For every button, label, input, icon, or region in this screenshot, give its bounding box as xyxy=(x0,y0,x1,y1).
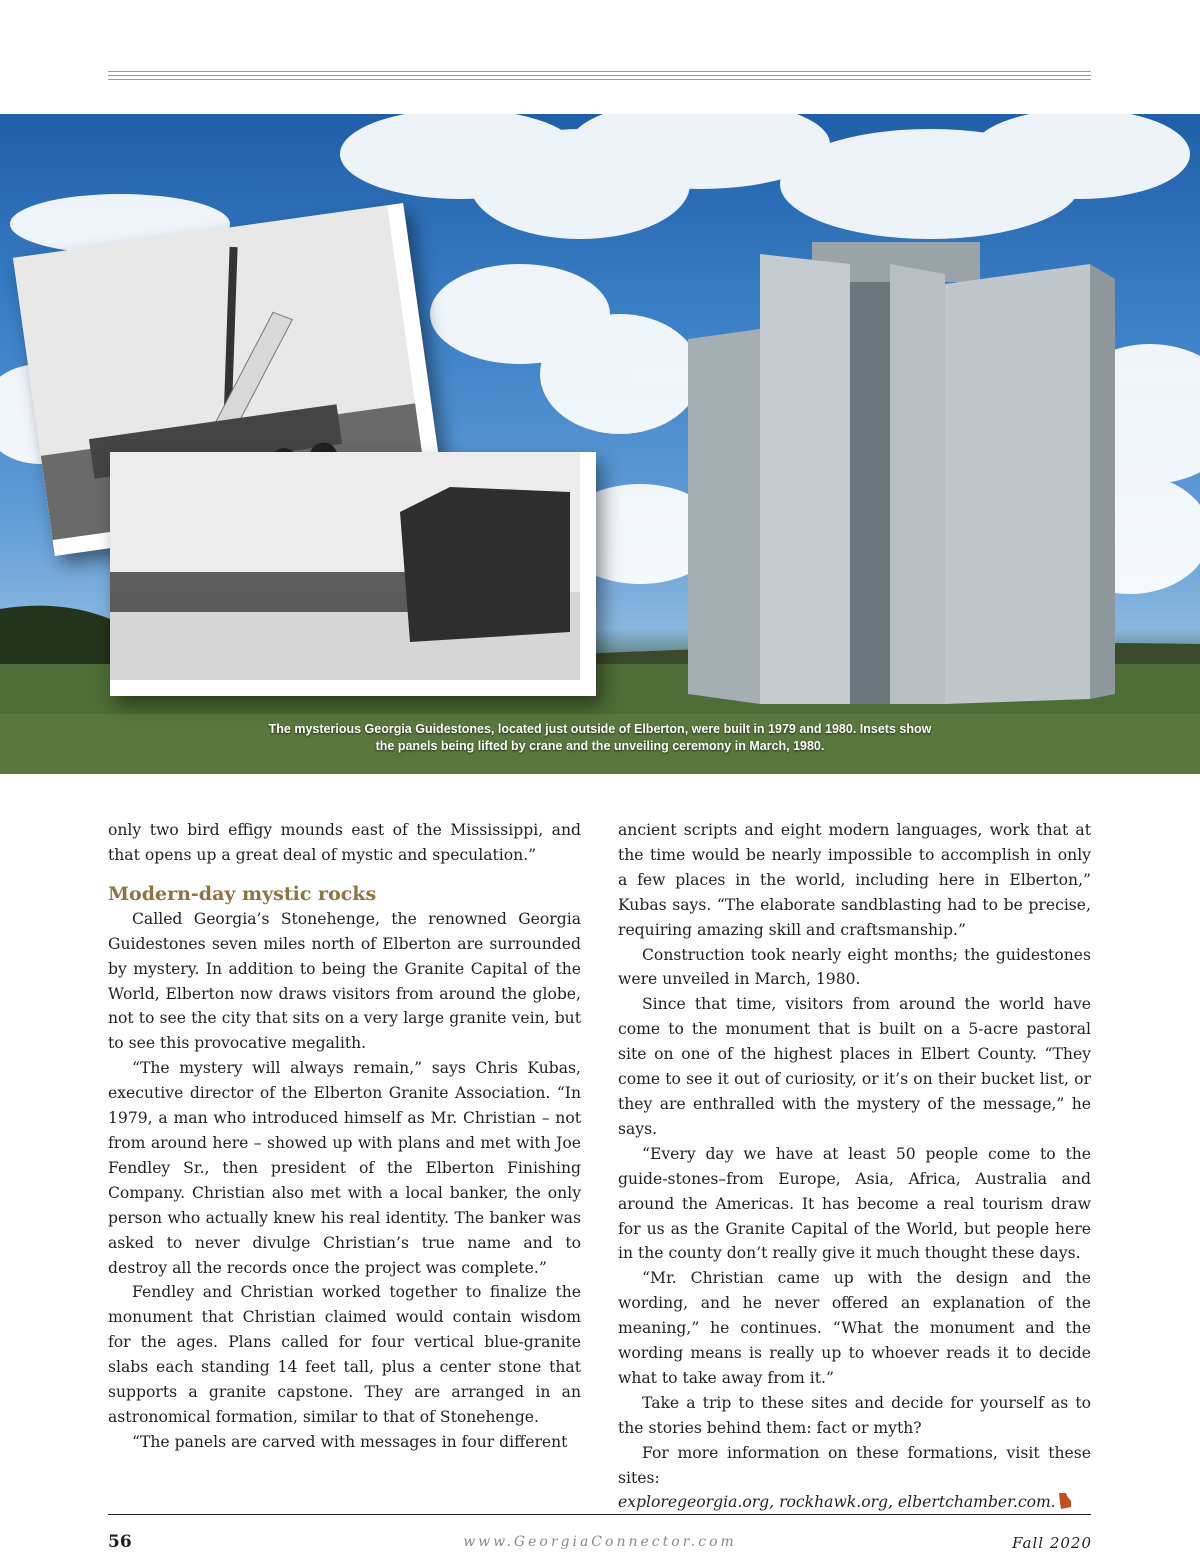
paragraph: “Every day we have at least 50 people come to the guide-stones–from Europe, Asia, Africa, Australia and around the Americas. It has become a real tourism draw for us as the Granite Capital of the World, but people here in the county don’t really give it much thought these days. xyxy=(618,1144,1091,1263)
site-links xyxy=(618,1490,1091,1515)
caption-line-2: the panels being lifted by crane and the unveiling ceremony in March, 1980. xyxy=(375,739,825,753)
header-rule-1 xyxy=(108,71,1091,72)
paragraph: only two bird effigy mounds east of the Mississippi, and that opens up a great deal of mystic and speculation.” xyxy=(108,821,581,864)
paragraph: “The panels are carved with messages in four different xyxy=(132,1432,568,1451)
paragraph: For more information on these formations, visit these sites: xyxy=(618,1443,1091,1487)
article-column-left xyxy=(108,818,581,1455)
footer-rule xyxy=(108,1514,1091,1515)
header-rule-2 xyxy=(108,75,1091,76)
site-links-text: exploregeorgia.org, rockhawk.org, elbertchamber.com. xyxy=(618,1493,1056,1512)
caption-line-1: The mysterious Georgia Guidestones, located just outside of Elberton, were built in 1979 and 1980. Insets show xyxy=(268,722,932,736)
section-heading: Modern-day mystic rocks xyxy=(108,882,377,905)
footer-website: www.GeorgiaConnector.com xyxy=(463,1534,737,1550)
paragraph: ancient scripts and eight modern languages, work that at the time would be nearly impossible to accomplish in only a few places in the world, including here in Elberton,” Kubas says. “The elaborate sandblasting had to be precise, requiring amazing skill and craftsmanship.” xyxy=(618,821,1091,939)
paragraph: Fendley and Christian worked together to finalize the monument that Christian claimed would contain wisdom for the ages. Plans called for four vertical blue-granite slabs each standing 14 feet tall, plus a center stone that supports a granite capstone. They are arranged in an astronomical formation, similar to that of Stonehenge. xyxy=(108,1283,581,1426)
paragraph: “The mystery will always remain,” says Chris Kubas, executive director of the Elberton Granite Association. “In 1979, a man who introduced himself as Mr. Christian – not from around here – showed up with plans and met with Joe Fendley Sr., then president of the Elberton Finishing Company. Christian also met with a local banker, the only person who actually knew his real identity. The banker was asked to never divulge Christian’s true name and to destroy all the records once the project was complete.” xyxy=(108,1059,581,1277)
paragraph: Since that time, visitors from around the world have come to the monument that is built on a 5-acre pastoral site on one of the highest places in Elbert County. “They come to see it out of curiosity, or it’s on their bucket list, or they are enthralled with the mystery of the message,” he says. xyxy=(618,995,1091,1138)
paragraph: Take a trip to these sites and decide for yourself as to the stories behind them: fact or myth? xyxy=(618,1393,1091,1437)
paragraph: Construction took nearly eight months; the guidestones were unveiled in March, 1980. xyxy=(618,945,1091,989)
hero-photo xyxy=(0,114,1200,774)
georgia-state-icon xyxy=(1058,1493,1072,1509)
paragraph: Called Georgia’s Stonehenge, the renowned Georgia Guidestones seven miles north of Elberton are surrounded by mystery. In addition to being the Granite Capital of the World, Elberton now draws visitors from around the globe, not to see the city that sits on a very large granite vein, but to see this provocative megalith. xyxy=(108,909,581,1053)
unveiling-inset-photo xyxy=(110,452,596,696)
footer-issue: Fall 2020 xyxy=(1012,1534,1092,1552)
guidestones-monument xyxy=(688,242,1115,704)
header-rule-3 xyxy=(108,79,1091,80)
photo-caption xyxy=(150,721,1050,755)
paragraph: “Mr. Christian came up with the design and the wording, and he never offered an explanation of the meaning,” he continues. “What the monument and the wording means is really up to whoever reads it to decide what to take away from it.” xyxy=(618,1269,1091,1387)
article-column-right xyxy=(618,818,1091,1515)
page-number: 56 xyxy=(108,1532,132,1552)
